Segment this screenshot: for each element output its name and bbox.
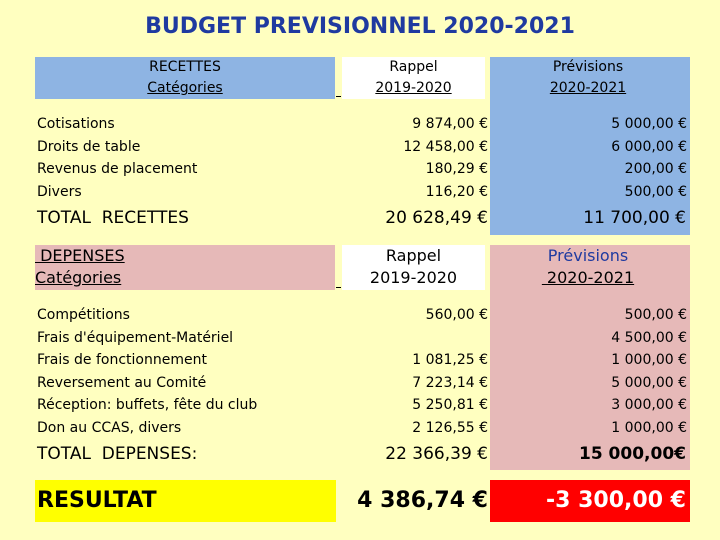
depenses-rappel-title: Rappel	[385, 246, 442, 265]
recettes-total-rappel: 20 628,49 €	[385, 208, 488, 228]
recettes-total-label: TOTAL RECETTES	[37, 208, 189, 228]
row-prevision: 5 000,00 €	[611, 116, 687, 132]
table-row	[37, 417, 690, 440]
depenses-rappel-year: 2019-2020	[369, 268, 458, 287]
depenses-header-title: DEPENSES	[35, 246, 125, 265]
depenses-header-cell	[35, 245, 335, 290]
row-prevision: 1 000,00 €	[611, 419, 687, 436]
row-label: Compétitions	[37, 307, 130, 323]
row-rappel: 180,29 €	[425, 161, 488, 177]
recettes-rappel-header	[342, 57, 485, 99]
row-prevision: 4 500,00 €	[611, 329, 687, 346]
row-label: Divers	[37, 183, 82, 200]
table-row	[37, 327, 690, 350]
depenses-total-label: TOTAL DEPENSES:	[37, 444, 198, 464]
row-rappel: 9 874,00 €	[412, 116, 488, 132]
recettes-header-subtitle: Catégories	[147, 80, 223, 96]
row-label: Frais de fonctionnement	[37, 352, 207, 368]
recettes-prevision-header	[490, 57, 686, 99]
depenses-total-prevision: 15 000,00€	[578, 444, 686, 464]
table-row	[37, 394, 690, 417]
row-rappel: 7 223,14 €	[412, 374, 488, 391]
recettes-rappel-year: 2019-2020	[375, 80, 452, 96]
row-prevision: 500,00 €	[624, 183, 687, 200]
header-underline-stub	[336, 96, 341, 97]
row-rappel: 560,00 €	[425, 307, 488, 323]
row-prevision: 500,00 €	[624, 307, 687, 323]
table-row	[37, 304, 690, 327]
row-label: Frais d'équipement-Matériel	[37, 329, 234, 346]
resultat-rappel: 4 386,74 €	[357, 488, 488, 513]
depenses-header-subtitle: Catégories	[35, 268, 122, 287]
row-rappel: 1 081,25 €	[412, 352, 488, 368]
depenses-total-rappel: 22 366,39 €	[385, 444, 488, 464]
row-prevision: 6 000,00 €	[611, 138, 687, 155]
depenses-prevision-title: Prévisions	[547, 246, 629, 265]
header-underline-stub	[336, 287, 341, 288]
row-label: Revenus de placement	[37, 161, 198, 177]
row-rappel: 116,20 €	[425, 183, 488, 200]
table-row	[37, 181, 690, 204]
recettes-total-prevision: 11 700,00 €	[583, 208, 686, 228]
row-prevision: 200,00 €	[624, 161, 687, 177]
resultat-prevision: -3 300,00 €	[490, 480, 690, 522]
resultat-label: RESULTAT	[35, 480, 336, 522]
row-rappel: 5 250,81 €	[412, 397, 488, 413]
row-label: Cotisations	[37, 116, 115, 132]
row-prevision: 5 000,00 €	[611, 374, 687, 391]
depenses-rows	[37, 304, 690, 439]
row-rappel: 12 458,00 €	[403, 138, 488, 155]
row-prevision: 1 000,00 €	[611, 352, 687, 368]
table-row	[37, 113, 690, 136]
row-label: Droits de table	[37, 138, 141, 155]
row-rappel: 2 126,55 €	[412, 419, 488, 436]
depenses-prevision-header	[490, 245, 686, 290]
table-row	[37, 372, 690, 395]
recettes-rows	[37, 113, 690, 203]
row-label: Réception: buffets, fête du club	[37, 397, 258, 413]
page-title: BUDGET PREVISIONNEL 2020-2021	[145, 14, 575, 39]
depenses-prevision-year: 2020-2021	[541, 268, 635, 287]
recettes-rappel-title: Rappel	[389, 59, 438, 75]
depenses-rappel-header	[342, 245, 485, 290]
row-label: Don au CCAS, divers	[37, 419, 182, 436]
recettes-prevision-year: 2020-2021	[549, 80, 627, 96]
row-prevision: 3 000,00 €	[611, 397, 687, 413]
row-label: Reversement au Comité	[37, 374, 207, 391]
table-row	[37, 158, 690, 181]
table-row	[37, 136, 690, 159]
recettes-header-title: RECETTES	[149, 59, 221, 75]
recettes-header-cell	[35, 57, 335, 99]
recettes-prevision-title: Prévisions	[552, 59, 624, 75]
table-row	[37, 349, 690, 372]
